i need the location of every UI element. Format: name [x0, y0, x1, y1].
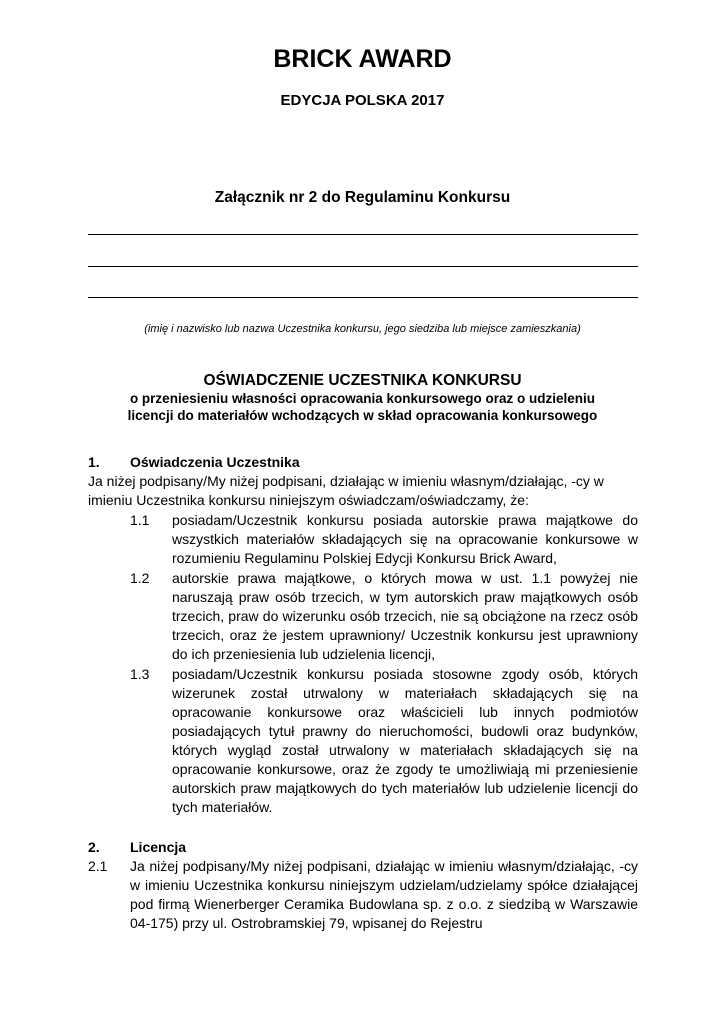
participant-blank-line-1	[88, 234, 638, 235]
participant-blank-line-2	[88, 266, 638, 267]
section-1-title: Oświadczenia Uczestnika	[130, 454, 300, 470]
edition-subtitle: EDYCJA POLSKA 2017	[280, 92, 445, 109]
annex-heading: Załącznik nr 2 do Regulaminu Konkursu	[214, 189, 511, 206]
item-1-3-text: posiadam/Uczestnik konkursu posiada stosowne zgody osób, których wizerunek został utrwalony w materiałach składających się na opracowanie konkursowe oraz właścicieli lub innych podmiotów posiadających tytuł prawny do nieruchomości, budowli oraz budynków, których wygląd został utrwalony w materiałach składających się na opracowanie konkursowe, oraz że zgody te umożliwiają mi przeniesienie autorskich praw majątkowych do tych materiałów lub udzielenie licencji do tych materiałów.	[172, 666, 638, 815]
item-1-1-text: posiadam/Uczestnik konkursu posiada autorskie prawa majątkowe do wszystkich materiałów składających się na opracowanie konkursowe w rozumieniu Regulaminu Polskiej Edycji Konkursu Brick Award,	[172, 512, 638, 566]
item-1-3-number: 1.3	[130, 666, 150, 682]
section-1-intro: Ja niżej podpisany/My niżej podpisani, działając w imieniu własnym/działając, -cy w imieniu Uczestnika konkursu niniejszym oświadczam/oświadczamy, że:	[88, 473, 604, 508]
participant-hint: (imię i nazwisko lub nazwa Uczestnika konkursu, jego siedziba lub miejsce zamieszkania)	[144, 323, 581, 335]
declaration-subtitle-line-2: licencji do materiałów wchodzących w skład opracowania konkursowego	[127, 408, 598, 423]
declaration-subtitle-line-1: o przeniesieniu własności opracowania konkursowego oraz o udzieleniu	[129, 391, 596, 406]
item-1-2-number: 1.2	[130, 570, 150, 586]
section-2-number: 2.	[88, 839, 100, 855]
document-title: BRICK AWARD	[273, 45, 452, 73]
item-2-1-number: 2.1	[88, 858, 108, 874]
item-1-1-number: 1.1	[130, 512, 150, 528]
section-1-number: 1.	[88, 454, 100, 470]
item-1-2-text: autorskie prawa majątkowe, o których mowa w ust. 1.1 powyżej nie naruszają praw osób trzecich, w tym autorskich praw majątkowych osób trzecich, praw do wizerunku osób trzecich, nie są obciążone na rzecz osób trzecich, oraz że jestem uprawniony/ Uczestnik konkursu jest uprawniony do ich przeniesienia lub udzielenia licencji,	[172, 570, 638, 662]
declaration-title: OŚWIADCZENIE UCZESTNIKA KONKURSU	[203, 372, 522, 389]
section-2-title: Licencja	[130, 839, 187, 855]
item-2-1-text: Ja niżej podpisany/My niżej podpisani, działając w imieniu własnym/działając, -cy w imieniu Uczestnika konkursu niniejszym udzielam/udzielamy spółce działającej pod firmą Wienerberger Ceramika Budowlana sp. z o.o. z siedzibą w Warszawie 04-175) przy ul. Ostrobramskiej 79, wpisanej do Rejestru	[130, 858, 638, 931]
participant-blank-line-3	[88, 297, 638, 298]
